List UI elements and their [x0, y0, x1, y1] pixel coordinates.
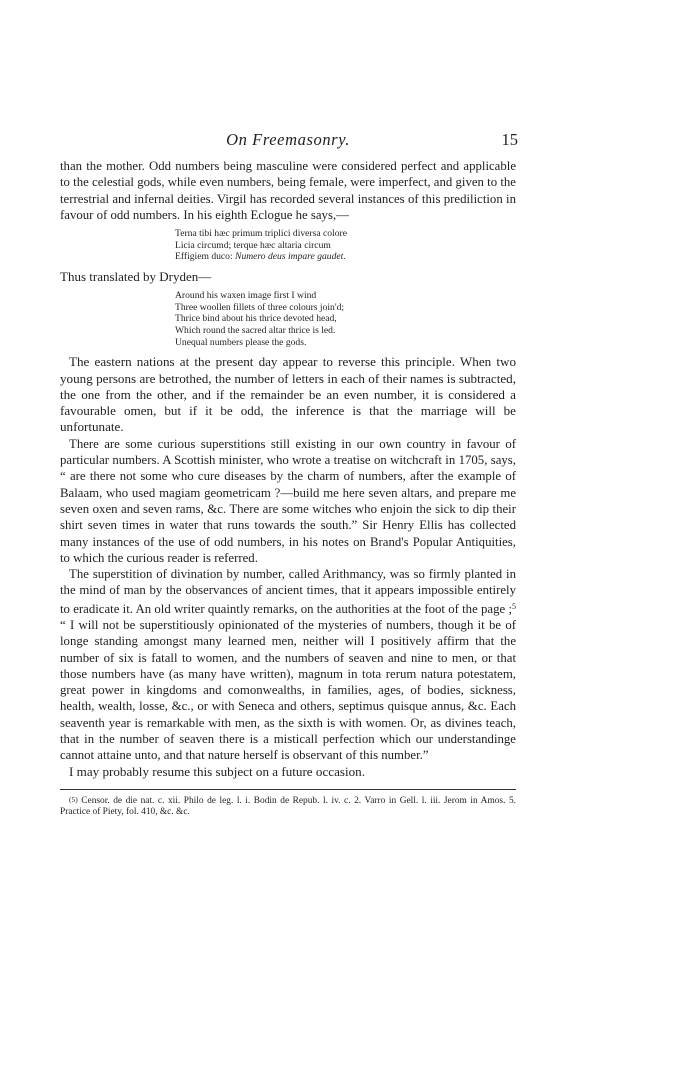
latin-verse-line: Licia circumd; terque hæc altaria circum: [175, 239, 331, 251]
footnote-reference: 5: [512, 601, 516, 611]
paragraph-superstitions: There are some curious superstitions still existing in our own country in favour of particular numbers. A Scottish minister, who wrote a treatise on witchcraft in 1705, says, “ are there not some who cure diseases by the charm of numbers, after the example of Balaam, who used magiam geometricam ?—build me here seven altars, and prepare me seven oxen and seven rams, &c. There are some witches who enjoin the sick to dip their shirt seven times in water that runs towards the south.” Sir Henry Ellis has collected many instances of the use of odd numbers, in his notes on Brand's Popular Antiquities, to which the curious reader is referred.: [60, 436, 516, 565]
latin-verse-text: Effigiem duco:: [175, 251, 236, 263]
paragraph-closing: I may probably resume this subject on a future occasion.: [69, 763, 365, 779]
arithmancy-text: The superstition of divination by number, called Arithmancy, was so firmly planted in the mind of man by the observances of ancient times, that it appears impossible entirely to eradicate it. An old writer quaintly remarks, on the authorities at the foot of the page ;: [60, 567, 516, 616]
footnote-mark: (5): [69, 794, 78, 804]
running-head: [60, 130, 516, 154]
footnote-text: Censor. de die nat. c. xii. Philo de leg. l. i. Bodin de Repub. l. iv. c. 2. Varro in Gell. l. iii. Jerom in Amos. 5. Practice of Piety, fol. 410, &c. &c.: [60, 795, 516, 818]
book-page: [60, 130, 516, 819]
dryden-intro: Thus translated by Dryden—: [60, 268, 212, 284]
latin-verse: [175, 228, 516, 263]
paragraph-odd-numbers: than the mother. Odd numbers being masculine were considered perfect and applicable to the celestial gods, while even numbers, being female, were imperfect, and given to the terrestrial and infernal deities. Virgil has recorded several instances of this prediliction in favour of odd numbers. In his eighth Eclogue he says,—: [60, 159, 516, 222]
paragraph-arithmancy: [60, 566, 516, 764]
english-verse-line: Three woollen fillets of three colours join'd;: [175, 301, 345, 313]
english-verse-line: Around his waxen image first I wind: [175, 290, 317, 302]
footnote: [60, 794, 516, 819]
latin-verse-italic: Numero deus impare gaudet.: [235, 251, 346, 263]
page-number: 15: [501, 130, 518, 149]
paragraph-eastern-nations: The eastern nations at the present day appear to reverse this principle. When two young persons are betrothed, the number of letters in each of their names is subtracted, the one from the other, and if the remainder be an even number, it is considered a favourable omen, but if it be odd, the inference is that the marriage will be unfortunate.: [60, 354, 516, 435]
english-verse-line: Which round the sacred altar thrice is led.: [175, 325, 336, 337]
running-title: On Freemasonry.: [226, 130, 350, 149]
english-verse-line: Unequal numbers please the gods.: [175, 336, 307, 348]
latin-verse-line: [175, 251, 516, 263]
latin-verse-line: Terna tibi hæc primum triplici diversa colore: [175, 228, 347, 240]
english-verse: [175, 290, 516, 348]
footnote-rule: [60, 789, 516, 790]
arithmancy-quote: “ I will not be superstitiously opinionated of the mysteries of numbers, though it be of longe standing amongst many learned men, neither will I positively affirm that the number of six is fatall to women, and the numbers of seaven and nine to men, or that those numbers have (as many have written), magnum in tota rerum natura potestatem, great power in kingdoms and comonwealths, in families, ages, of bodies, sickness, health, wealth, losse, &c., or with Seneca and others, septimus quisque annus, &c. Each seaventh year is remarkable with men, as the sixth is with women. Or, as divines teach, that in the number of seaven there is a misticall perfection which our understandinge cannot attaine unto, and that nature herself is observant of this number.”: [60, 617, 516, 763]
english-verse-line: Thrice bind about his thrice devoted head,: [175, 313, 337, 325]
